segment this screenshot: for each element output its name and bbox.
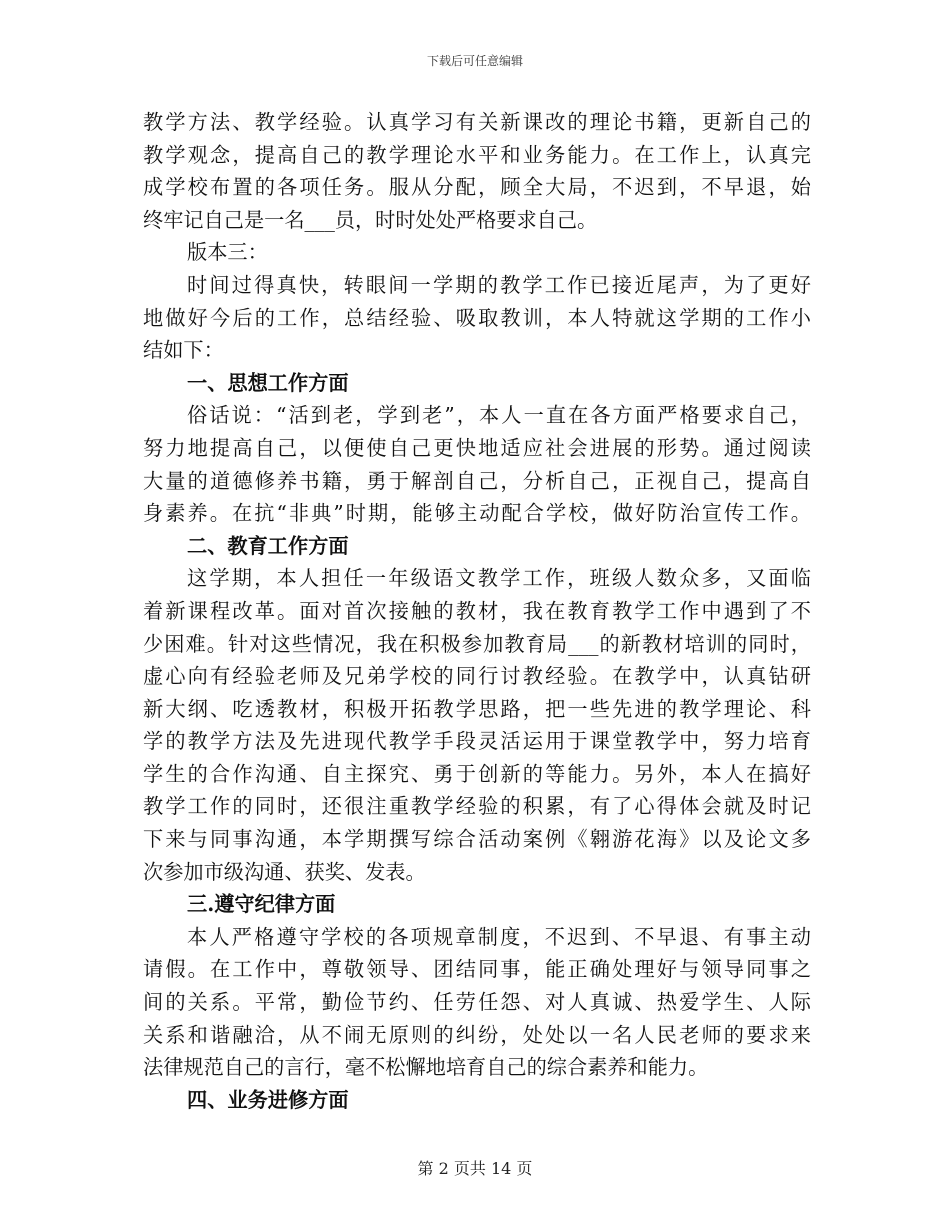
body-line: 学的教学方法及先进现代教学手段灵活运用于课堂教学中，努力培育 xyxy=(143,729,811,754)
body-line: 虚心向有经验老师及兄弟学校的同行讨教经验。在教学中，认真钻研 xyxy=(143,664,811,689)
body-line: 终牢记自己是一名___员，时时处处严格要求自己。 xyxy=(143,207,598,232)
body-line: 地做好今后的工作，总结经验、吸取教训，本人特就这学期的工作小 xyxy=(143,305,811,330)
body-line: 下来与同事沟通，本学期撰写综合活动案例《翱游花海》以及论文多 xyxy=(143,827,811,852)
body-line: 时间过得真快，转眼间一学期的教学工作已接近尾声，为了更好 xyxy=(187,272,811,297)
body-line: 这学期，本人担任一年级语文教学工作，班级人数众多，又面临 xyxy=(187,566,811,591)
body-line: 着新课程改革。面对首次接触的教材，我在教育教学工作中遇到了不 xyxy=(143,598,811,623)
body-line: 俗话说：“活到老，学到老”，本人一直在各方面严格要求自己， xyxy=(187,403,811,428)
body-line: 教学工作的同时，还很注重教学经验的积累，有了心得体会就及时记 xyxy=(143,794,811,819)
body-line: 身素养。在抗“非典”时期，能够主动配合学校，做好防治宣传工作。 xyxy=(143,501,811,526)
body-line: 次参加市级沟通、获奖、发表。 xyxy=(143,859,426,884)
body-line: 法律规范自己的言行，毫不松懈地培育自己的综合素养和能力。 xyxy=(143,1055,709,1080)
page-number: 第 2 页共 14 页 xyxy=(417,1159,533,1178)
section-heading-1: 一、思想工作方面 xyxy=(187,370,349,395)
body-line: 学生的合作沟通、自主探究、勇于创新的等能力。另外，本人在搞好 xyxy=(143,761,811,786)
body-line: 教学观念，提高自己的教学理论水平和业务能力。在工作上，认真完 xyxy=(143,142,811,167)
body-line: 本人严格遵守学校的各项规章制度，不迟到、不早退、有事主动 xyxy=(187,924,811,949)
body-line: 少困难。针对这些情况，我在积极参加教育局___的新教材培训的同时， xyxy=(143,631,811,656)
version-label: 版本三： xyxy=(187,240,268,265)
page-header-note: 下载后可任意编辑 xyxy=(426,54,523,68)
body-line: 结如下： xyxy=(143,338,224,363)
section-heading-2: 二、教育工作方面 xyxy=(187,533,349,558)
body-line: 请假。在工作中，尊敬领导、团结同事，能正确处理好与领导同事之 xyxy=(143,957,811,982)
body-line: 教学方法、教学经验。认真学习有关新课改的理论书籍，更新自己的 xyxy=(143,110,811,134)
body-line: 成学校布置的各项任务。服从分配，顾全大局，不迟到，不早退，始 xyxy=(143,175,811,200)
body-line: 努力地提高自己，以便使自己更快地适应社会进展的形势。通过阅读 xyxy=(143,435,811,460)
document-body xyxy=(143,106,811,1116)
section-heading-3: 三.遵守纪律方面 xyxy=(187,892,336,917)
body-line: 间的关系。平常，勤俭节约、任劳任怨、对人真诚、热爱学生、人际 xyxy=(143,990,811,1015)
section-heading-4: 四、业务进修方面 xyxy=(187,1087,349,1112)
body-line: 关系和谐融洽，从不闹无原则的纠纷，处处以一名人民老师的要求来 xyxy=(143,1022,811,1047)
body-line: 新大纲、吃透教材，积极开拓教学思路，把一些先进的教学理论、科 xyxy=(143,696,811,721)
body-line: 大量的道德修养书籍，勇于解剖自己，分析自己，正视自己，提高自 xyxy=(143,468,811,493)
